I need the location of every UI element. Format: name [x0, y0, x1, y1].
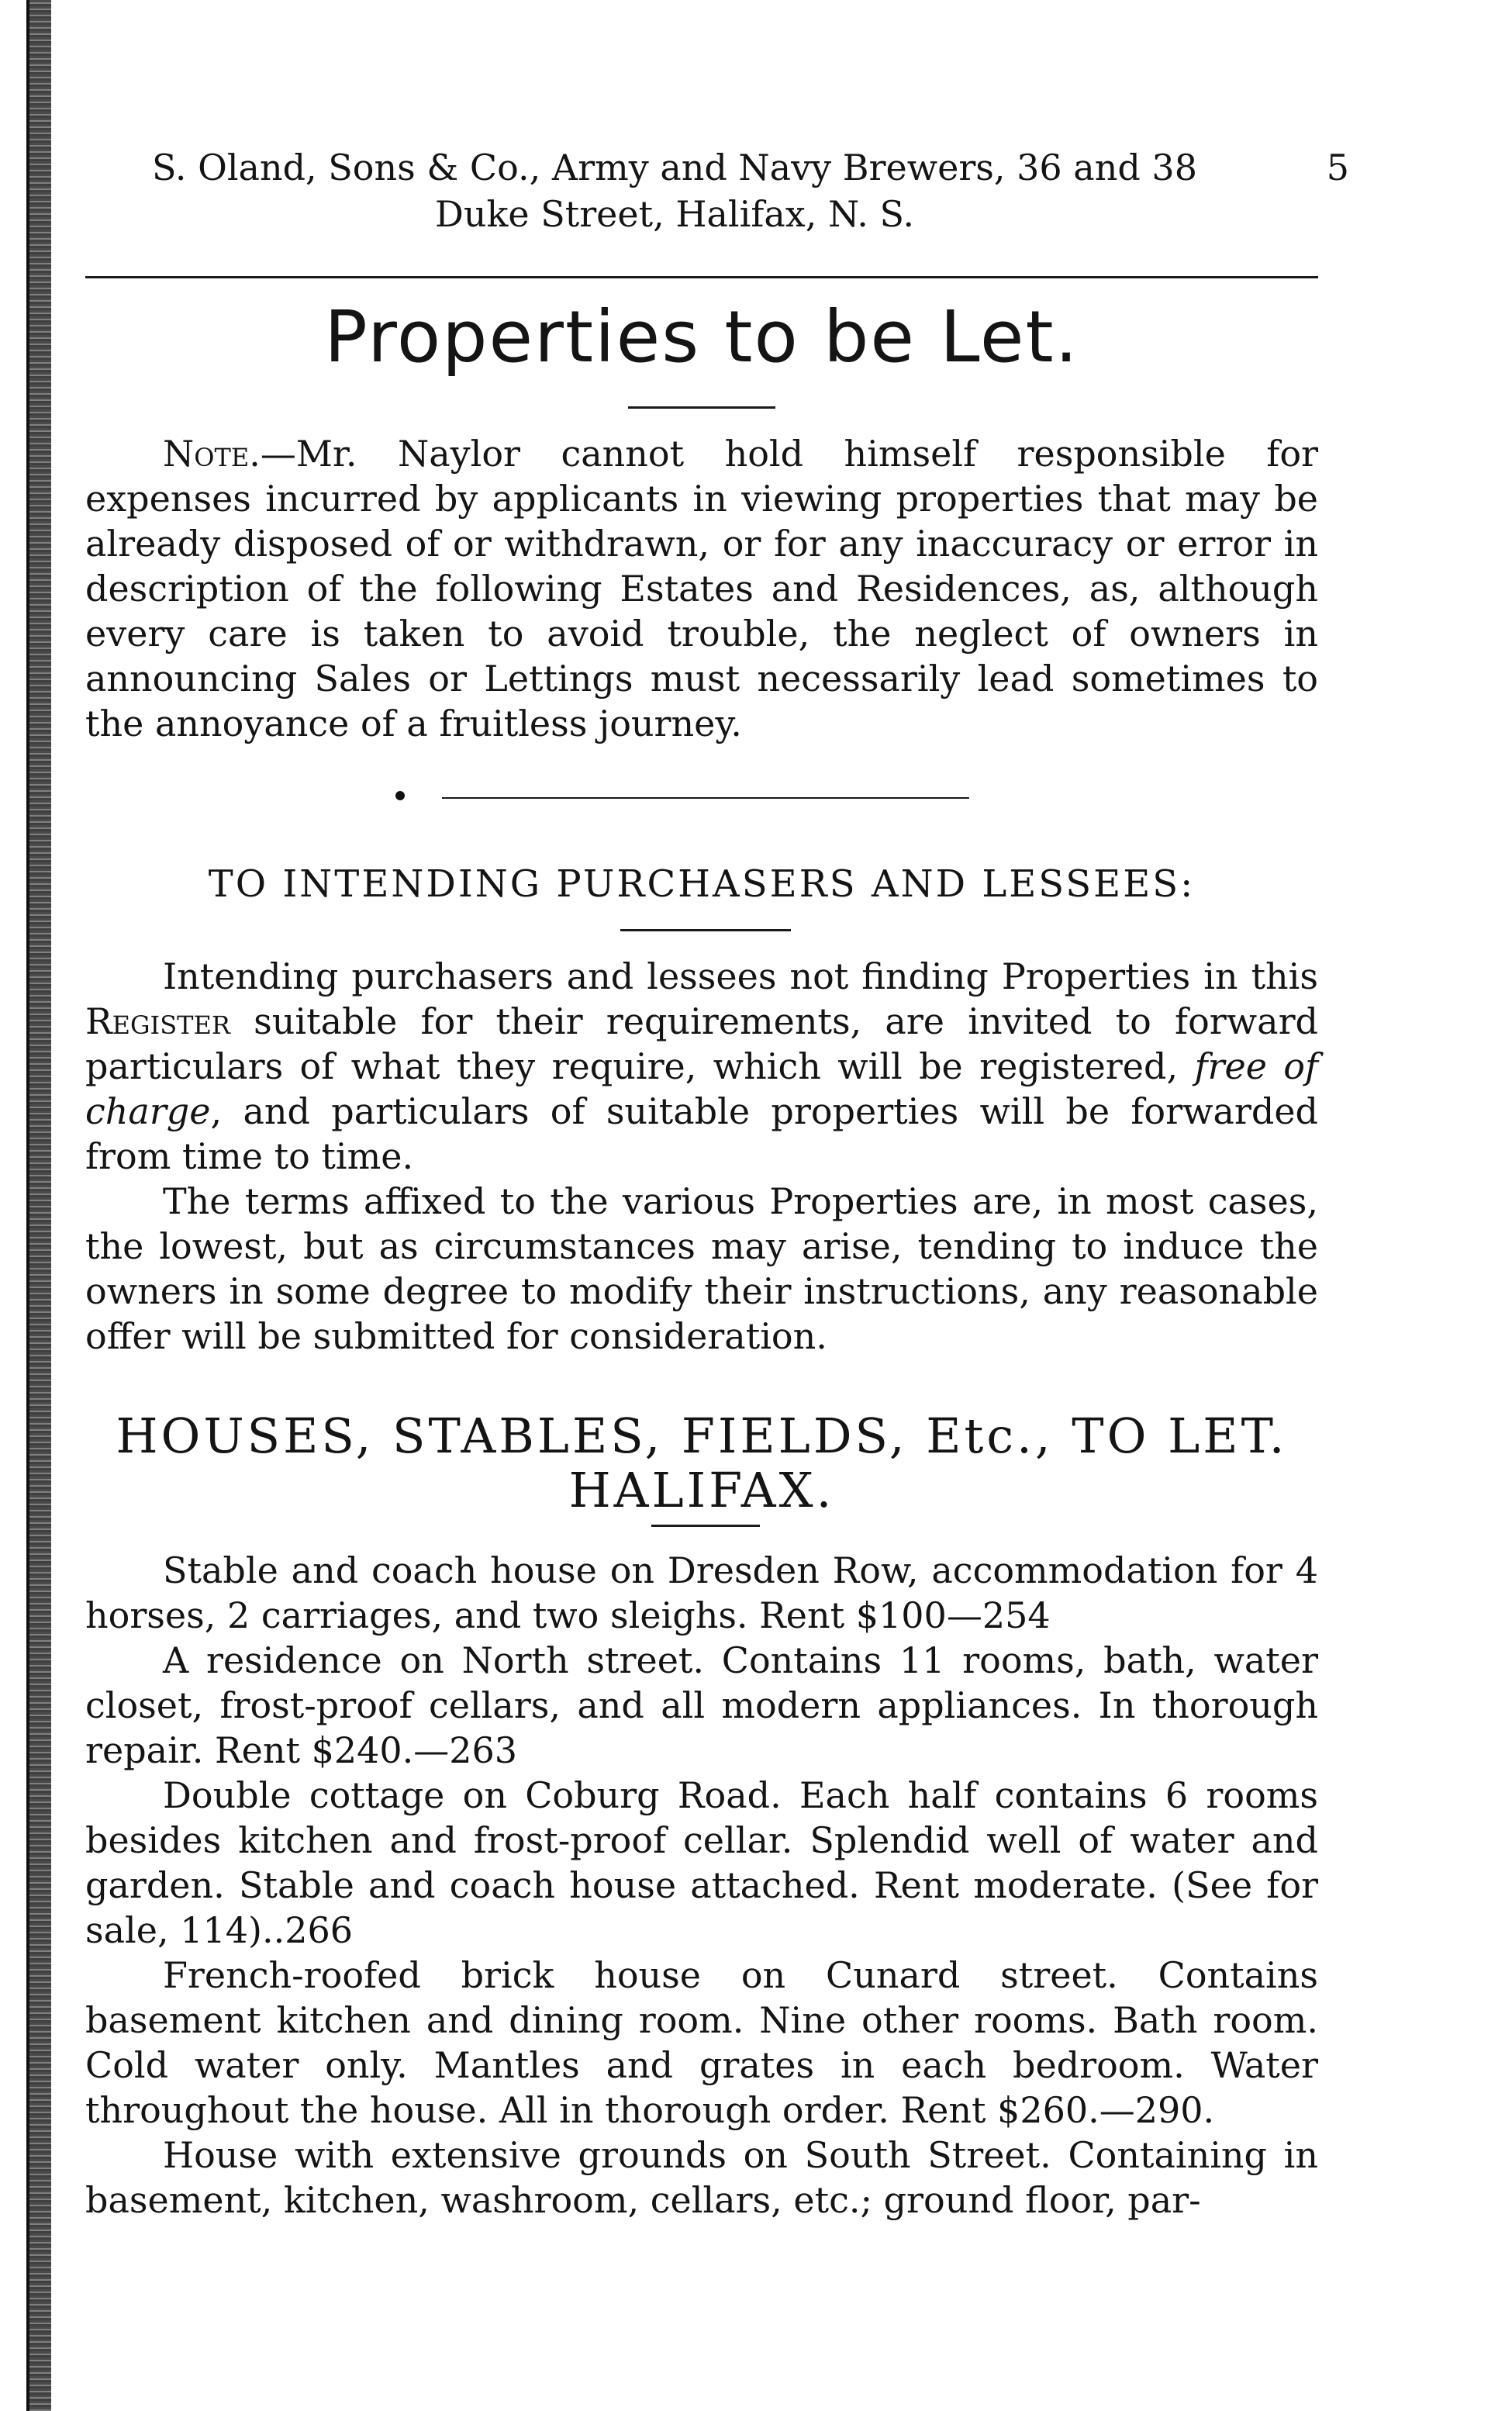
listings-subheading: HALIFAX. — [568, 1462, 835, 1518]
listing-text: House with extensive grounds on South Street. Containing in basement, kitchen, washroom, cellars, etc.; ground floor, par- — [85, 2134, 1318, 2221]
note-text: —Mr. Naylor cannot hold himself responsible for expenses incurred by applicants in viewing properties that may be already disposed of or withdrawn, or for any inaccuracy or error in description of the following Estates and Residences, as, although every care is taken to avoid trouble, the neglect of owners in announcing Sales or Lettings must necessarily lead sometimes to the annoyance of a fruitless journey. — [85, 433, 1318, 744]
listing-item — [85, 2133, 1318, 2223]
listings-heading: HOUSES, STABLES, FIELDS, Etc., TO LET. — [116, 1408, 1288, 1464]
header-line-1: S. Oland, Sons & Co., Army and Navy Brewers, 36 and 38 — [152, 147, 1197, 188]
free-of-charge-text: free of charge — [85, 1045, 1318, 1132]
listing-text: A residence on North street. Contains 11 rooms, bath, water closet, frost-proof cellars, and all modern appliances. In thorough repair. Rent $240.—263 — [85, 1639, 1318, 1771]
purchasers-heading: TO INTENDING PURCHASERS AND LESSEES: — [208, 862, 1196, 906]
listing-item — [85, 1638, 1318, 1773]
purchasers-para2-text: The terms affixed to the various Properties are, in most cases, the lowest, but as circumstances may arise, tending to induce the owners in some degree to modify their instructions, any reasonable offer will be submitted for consideration. — [85, 1180, 1318, 1357]
page-number: 5 — [1326, 147, 1349, 188]
listing-text: Stable and coach house on Dresden Row, accommodation for 4 horses, 2 carriages, and two sleighs. Rent $100—254 — [85, 1549, 1318, 1636]
purchasers-para1-mid: suitable for their requirements, are invited to forward particulars of what they require, which will be registered, — [85, 1000, 1318, 1087]
header-rule — [85, 276, 1318, 278]
page — [78, 0, 1349, 2411]
listings-underline — [651, 1525, 760, 1527]
page-binding-strip — [29, 0, 51, 2411]
page-title: Properties to be Let. — [324, 295, 1079, 378]
purchasers-underline — [620, 929, 791, 931]
note-paragraph — [85, 431, 1318, 746]
register-word: Register — [85, 1000, 230, 1042]
listing-text: French-roofed brick house on Cunard street. Contains basement kitchen and dining room. Nine other rooms. Bath room. Cold water only. Mantles and grates in each bedroom. Water throughout the house. All in thorough order. Rent $260.—290. — [85, 1954, 1318, 2131]
section-bullet — [395, 791, 405, 800]
purchasers-paragraph-2 — [85, 1179, 1318, 1359]
title-underline — [628, 406, 775, 409]
running-header — [93, 144, 1256, 237]
header-line-2: Duke Street, Halifax, N. S. — [434, 193, 915, 235]
purchasers-paragraph-1 — [85, 954, 1318, 1179]
listing-item — [85, 1548, 1318, 1638]
listing-item — [85, 1773, 1318, 1953]
purchasers-para1-start: Intending purchasers and lessees not finding Properties in this — [163, 955, 1318, 997]
purchasers-para1-end: , and particulars of suitable properties will be forwarded from time to time. — [85, 1090, 1318, 1177]
section-rule — [442, 797, 969, 799]
listing-text: Double cottage on Coburg Road. Each half contains 6 rooms besides kitchen and frost-proof cellar. Splendid well of water and garden. Stable and coach house attached. Rent moderate. (See for sale, 114)..266 — [85, 1774, 1318, 1951]
listing-item — [85, 1953, 1318, 2133]
note-label: Note. — [163, 433, 261, 475]
